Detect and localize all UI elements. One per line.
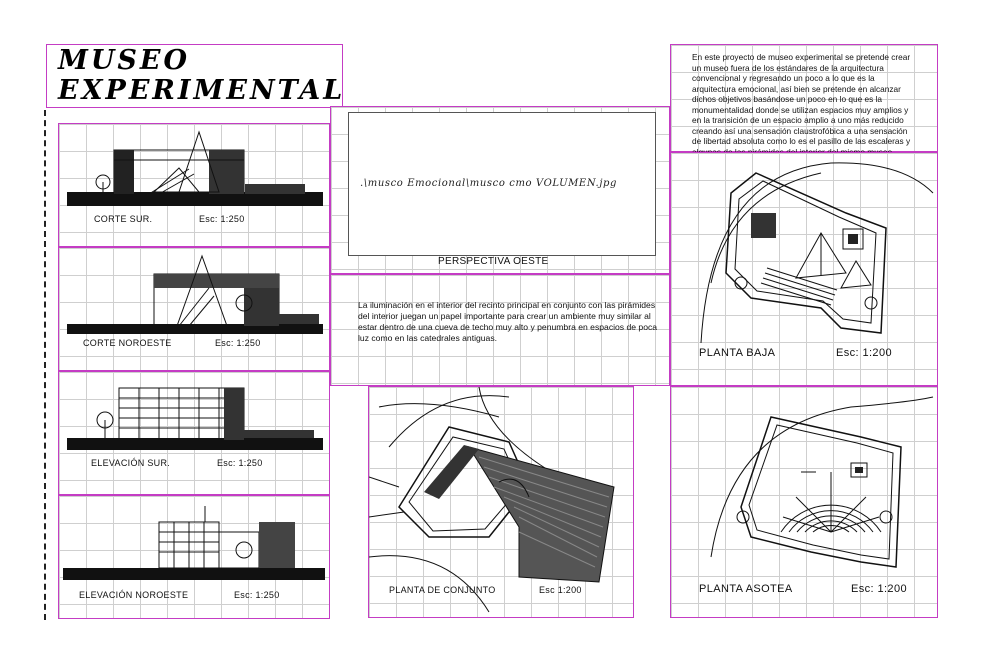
iluminacion-text: La iluminación en el interior del recinto principal en conjunto con las pirámides del interior juegan un papel importante para crear un ambiente muy similar al estar dentro de una cueva de techo muy alto y penumbra en espacios de poca luz como en las catedrales antiguas.	[358, 300, 658, 343]
corte-sur-panel	[58, 123, 330, 247]
planta-conjunto-panel	[368, 386, 634, 618]
elevacion-noroeste-label: ELEVACIÓN NOROESTE	[79, 590, 189, 600]
corte-noroeste-drawing	[59, 248, 331, 372]
elevacion-sur-drawing	[59, 372, 331, 496]
planta-asotea-panel	[670, 386, 938, 618]
corte-sur-label: CORTE SUR.	[94, 214, 153, 224]
title-line-2: EXPERIMENTAL	[58, 75, 346, 106]
perspectiva-label: PERSPECTIVA OESTE	[438, 256, 549, 267]
corte-noroeste-label: CORTE NOROESTE	[83, 338, 172, 348]
elevacion-noroeste-drawing	[59, 496, 331, 620]
elevacion-noroeste-panel	[58, 495, 330, 619]
page-title	[58, 46, 345, 106]
elevacion-noroeste-scale: Esc: 1:250	[234, 590, 280, 600]
margin-dashed-line	[44, 110, 46, 620]
planta-conjunto-label: PLANTA DE CONJUNTO	[389, 585, 496, 595]
corte-sur-drawing	[59, 124, 331, 248]
planta-baja-panel	[670, 152, 938, 386]
perspectiva-image-filename: .\musco Emocional\musco cmo VOLUMEN.jpg	[360, 178, 618, 189]
corte-noroeste-panel	[58, 247, 330, 371]
planta-baja-scale: Esc: 1:200	[836, 347, 892, 359]
elevacion-sur-panel	[58, 371, 330, 495]
elevacion-sur-scale: Esc: 1:250	[217, 458, 263, 468]
planta-conjunto-scale: Esc 1:200	[539, 585, 582, 595]
elevacion-sur-label: ELEVACIÓN SUR.	[91, 458, 171, 468]
planta-baja-label: PLANTA BAJA	[699, 347, 776, 359]
planta-asotea-scale: Esc: 1:200	[851, 583, 907, 595]
corte-sur-scale: Esc: 1:250	[199, 214, 245, 224]
title-line-1: MUSEO	[58, 45, 191, 76]
corte-noroeste-scale: Esc: 1:250	[215, 338, 261, 348]
planta-asotea-label: PLANTA ASOTEA	[699, 583, 793, 595]
description-text: En este proyecto de museo experimental se pretende crear un museo fuera de los estándares de la arquitectura convencional y regresando un poco a lo que es la arquitectura emocional, así bien se pretende en alcanzar dichos objetivos basándose un poco en lo que es la monumentalidad donde se utilizan espacios muy amplios y en la transición de un espacio amplio a uno más reducido creando así una sensación claustrofóbica a una sensación de libertad absoluta como lo es el pasillo de las escaleras y	[692, 52, 911, 146]
